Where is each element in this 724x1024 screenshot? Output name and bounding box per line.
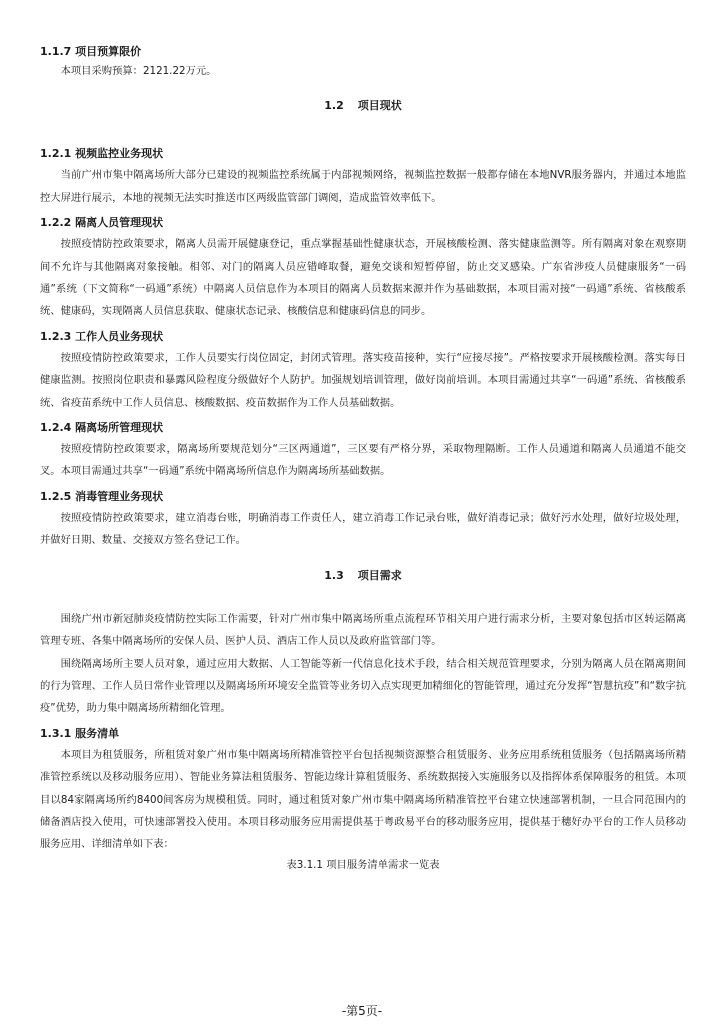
heading-1-1-7: 1.1.7 项目预算限价 (40, 45, 142, 58)
heading-1-2-4: 1.2.4 隔离场所管理现状 (40, 421, 164, 435)
paragraph-site-management: 按照疫情防控政策要求，隔离场所要规范划分“三区两通道”，三区要有严格分界，采取物理隔断。工作人员通道和隔离人员通道不能交叉。本项目需通过共享“一码通”系统中隔离场所信息作为隔离场所基础数据。 (40, 443, 686, 478)
heading-1-2 (40, 98, 686, 114)
document-page (40, 44, 686, 874)
paragraph-isolation-personnel: 按照疫情防控政策要求，隔离人员需开展健康登记，重点掌握基础性健康状态，开展核酸检测、落实健康监测等。所有隔离对象在观察期间不允许与其他隔离对象接触。相邻、对门的隔离人员应错峰取餐，避免交谈和短暂停留，防止交叉感染。广东省涉疫人员健康服务“一码通”系统（下文简称“一码通”系统）中隔离人员信息作为本项目的隔离人员数据来源并作为基础数据，本项目需对接“一码通”系统、省核酸系统、健康码，实现隔离人员信息获取、健康状态记录、核酸信息和健康码信息的同步。 (40, 238, 686, 318)
table-caption: 表3.1.1 项目服务清单需求一览表 (286, 858, 440, 871)
paragraph-staff-business: 按照疫情防控政策要求，工作人员要实行岗位固定，封闭式管理。落实疫苗接种，实行“应接尽接”。严格按要求开展核酸检测。落实每日健康监测。按照岗位职责和暴露风险程度分级做好个人防护。加强规划培训管理，做好岗前培训。本项目需通过共享“一码通”系统、省核酸系统、省疫苗系统中工作人员信息、核酸数据、疫苗数据作为工作人员基础数据。 (40, 351, 686, 409)
page-number: -第5页- (341, 1004, 383, 1018)
paragraph-budget: 本项目采购预算：2121.22万元。 (60, 65, 217, 77)
paragraph-requirements-2: 围绕隔离场所主要人员对象，通过应用大数据、人工智能等新一代信息化技术手段，结合相关规范管理要求，分别为隔离人员在隔离期间的行为管理、工作人员日常作业管理以及隔离场所环境安全监管等业务切入点实现更加精细化的智能管理，通过充分发挥“智慧抗疫”和“数字抗疫”优势，助力集中隔离场所精细化管理。 (40, 657, 686, 715)
heading-1-2-3: 1.2.3 工作人员业务现状 (40, 329, 164, 343)
paragraph-service-list: 本项目为租赁服务，所租赁对象广州市集中隔离场所精准管控平台包括视频资源整合租赁服务、业务应用系统租赁服务（包括隔离场所精准管控系统以及移动服务应用）、智能业务算法租赁服务、智能边缘计算租赁服务、系统数据接入实施服务以及指挥体系保障服务的租赁。本项目以84家隔离场所约8400间客房为规模租赁。同时，通过租赁对象广州市集中隔离场所精准管控平台建立快速部署机制，一旦合同范围内的储备酒店投入使用，可快速部署投入使用。本项目移动服务应用需提供基于粤政易平台的移动服务应用，提供基于穗好办平台的工作人员移动服务应用、详细清单如下表： (40, 748, 686, 851)
heading-1-2-title: 项目现状 (357, 99, 402, 113)
heading-1-3 (40, 568, 686, 584)
heading-1-2-5: 1.2.5 消毒管理业务现状 (40, 489, 164, 503)
paragraph-requirements-1: 围绕广州市新冠肺炎疫情防控实际工作需要，针对广州市集中隔离场所重点流程环节相关用户进行需求分析，主要对象包括市区转运隔离管理专班、各集中隔离场所的安保人员、医护人员、酒店工作人员以及政府监管部门等。 (40, 612, 686, 648)
heading-1-2-number: 1.2 (324, 99, 344, 113)
heading-1-3-1: 1.3.1 服务清单 (40, 726, 120, 740)
heading-1-3-number: 1.3 (324, 568, 344, 582)
heading-1-2-2: 1.2.2 隔离人员管理现状 (40, 216, 164, 230)
heading-1-2-1: 1.2.1 视频监控业务现状 (40, 147, 164, 161)
paragraph-disinfection: 按照疫情防控政策要求，建立消毒台账，明确消毒工作责任人，建立消毒工作记录台账，做好消毒记录；做好污水处理，做好垃圾处理，并做好日期、数量、交接双方签名登记工作。 (40, 511, 686, 547)
heading-1-3-title: 项目需求 (357, 568, 402, 582)
paragraph-video-monitoring: 当前广州市集中隔离场所大部分已建设的视频监控系统属于内部视频网络，视频监控数据一般都存储在本地NVR服务器内，并通过本地监控大屏进行展示，本地的视频无法实时推送市区两级监管部门调阅，造成监管效率低下。 (40, 169, 686, 204)
